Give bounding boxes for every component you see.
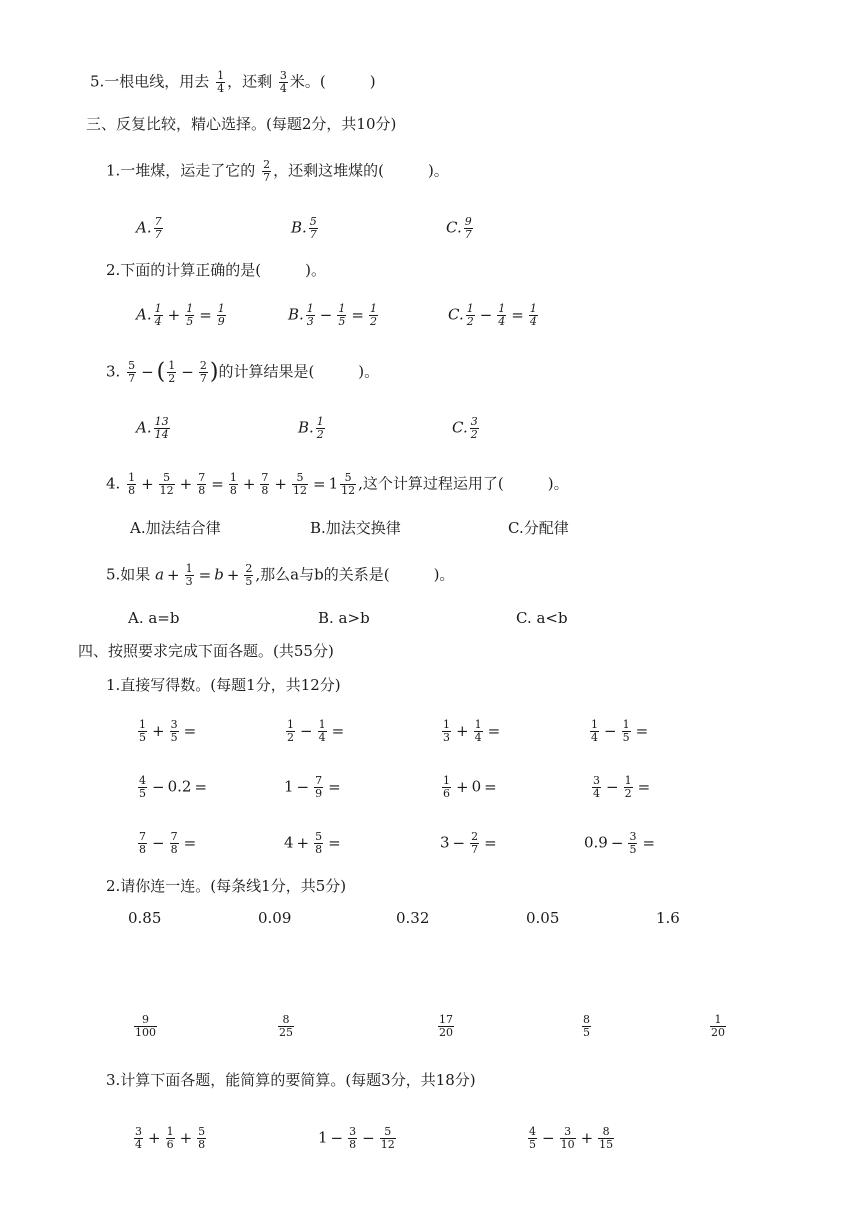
question-number: 3. (106, 362, 121, 381)
option-a[interactable]: A. a=b (128, 609, 180, 627)
judge-question-5 (90, 70, 376, 95)
match-bottom-item[interactable]: $\frac{17}{20}$ (439, 1013, 453, 1039)
oral-calc-item[interactable]: 0.9 − $\frac{3}{5}$ = (584, 830, 656, 856)
question-text: )。 (547, 474, 569, 493)
subsection-3-title: 3.计算下面各题，能简算的要简算。(每题3分，共18分) (106, 1071, 476, 1089)
question-text: )。 (433, 565, 455, 584)
match-bottom-item[interactable]: $\frac{8}{5}$ (583, 1013, 590, 1039)
choice-question-2 (106, 260, 326, 280)
option-a[interactable]: A. $\frac{1}{4}$ + $\frac{1}{5}$ = $\frac{1}{9}$ (136, 302, 225, 328)
oral-calc-item[interactable]: $\frac{3}{4}$ − $\frac{1}{2}$ = (593, 774, 651, 800)
question-text: 5.一根电线，用去 (90, 72, 210, 91)
fraction: $\frac{1}{4}$ (217, 69, 225, 95)
calc-expression[interactable]: $\frac{4}{5}$ − $\frac{3}{10}$ + $\frac{8}{15}$ (529, 1125, 614, 1151)
match-top-item[interactable]: 0.85 (128, 909, 162, 927)
match-bottom-item[interactable]: $\frac{1}{20}$ (711, 1013, 725, 1039)
question-number: 4. (106, 474, 121, 493)
option-c[interactable]: C. $\frac{9}{7}$ (446, 215, 472, 241)
fraction: $\frac{5}{7}$ (128, 359, 136, 385)
question-text: )。 (305, 261, 327, 279)
fraction: $\frac{3}{4}$ (279, 69, 287, 95)
question-text: 的计算结果是( (218, 362, 315, 381)
option-b[interactable]: B. $\frac{1}{2}$ (298, 415, 324, 441)
choice-question-4: 4. $\frac{1}{8}$ + $\frac{5}{12}$ + $\frac{7}{8}$ = $\frac{1}{8}$ + $\frac{7}{8}$ + $\frac{5}{12}$ = 1 $\frac{5}{12}$ ,这个计算过程运用了( )。 (106, 471, 569, 497)
fraction: $\frac{2}{7}$ (263, 158, 271, 184)
question-text: 5.如果 (106, 565, 151, 584)
option-c[interactable]: C. a<b (516, 609, 568, 627)
option-a[interactable]: A. $\frac{7}{7}$ (136, 215, 162, 241)
question-text: ,这个计算过程运用了( (358, 474, 504, 493)
section-4-title: 四、按照要求完成下面各题。(共55分) (78, 642, 334, 660)
match-bottom-item[interactable]: $\frac{8}{25}$ (279, 1013, 293, 1039)
option-c[interactable]: C. $\frac{3}{2}$ (452, 415, 478, 441)
match-top-item[interactable]: 0.32 (396, 909, 430, 927)
match-top-item[interactable]: 0.09 (258, 909, 292, 927)
question-text: ) (369, 72, 376, 91)
match-bottom-item[interactable]: $\frac{9}{100}$ (135, 1013, 156, 1039)
calc-expression[interactable]: 1 − $\frac{3}{8}$ − $\frac{5}{12}$ (318, 1125, 395, 1151)
oral-calc-item[interactable]: 1 − $\frac{7}{9}$ = (284, 774, 341, 800)
question-text: )。 (427, 161, 449, 180)
option-b[interactable]: B.加法交换律 (310, 519, 401, 537)
option-b[interactable]: B. $\frac{1}{3}$ − $\frac{1}{5}$ = $\frac{1}{2}$ (288, 302, 377, 328)
choice-question-5: 5.如果 a + $\frac{1}{3}$ = b + $\frac{2}{5}$ ,那么a与b的关系是( )。 (106, 562, 455, 588)
question-text: ，还剩这堆煤的( (273, 161, 384, 180)
oral-calc-item[interactable]: 4 + $\frac{5}{8}$ = (284, 830, 341, 856)
option-c[interactable]: C. $\frac{1}{2}$ − $\frac{1}{4}$ = $\frac{1}{4}$ (448, 302, 537, 328)
oral-calc-item[interactable]: $\frac{1}{3}$ + $\frac{1}{4}$ = (443, 718, 501, 744)
choice-question-1 (106, 159, 449, 184)
oral-calc-item[interactable]: $\frac{1}{5}$ + $\frac{3}{5}$ = (139, 718, 197, 744)
section-3-title: 三、反复比较，精心选择。(每题2分，共10分) (86, 115, 397, 133)
option-b[interactable]: B. $\frac{5}{7}$ (291, 215, 317, 241)
question-text: 1.一堆煤，运走了它的 (106, 161, 256, 180)
oral-calc-item[interactable]: $\frac{4}{5}$ − 0.2 = (139, 774, 208, 800)
subsection-1-title: 1.直接写得数。(每题1分，共12分) (106, 676, 341, 694)
oral-calc-item[interactable]: $\frac{1}{6}$ + 0 = (443, 774, 497, 800)
option-a[interactable]: A. $\frac{13}{14}$ (136, 415, 169, 441)
question-text: 2.下面的计算正确的是( (106, 261, 262, 279)
oral-calc-item[interactable]: $\frac{1}{2}$ − $\frac{1}{4}$ = (287, 718, 345, 744)
option-a[interactable]: A.加法结合律 (130, 519, 221, 537)
match-top-item[interactable]: 1.6 (656, 909, 680, 927)
oral-calc-item[interactable]: $\frac{7}{8}$ − $\frac{7}{8}$ = (139, 830, 197, 856)
subsection-2-title: 2.请你连一连。(每条线1分，共5分) (106, 877, 347, 895)
option-c[interactable]: C.分配律 (508, 519, 569, 537)
choice-question-3: 3. $\frac{5}{7}$ − ( $\frac{1}{2}$ − $\frac{2}{7}$ )的计算结果是( )。 (106, 359, 380, 385)
question-text: )。 (358, 362, 380, 381)
question-text: ，还剩 (227, 72, 273, 91)
calc-expression[interactable]: $\frac{3}{4}$ + $\frac{1}{6}$ + $\frac{5}{8}$ (135, 1125, 206, 1151)
match-top-item[interactable]: 0.05 (526, 909, 560, 927)
option-b[interactable]: B. a>b (318, 609, 370, 627)
question-text: ,那么a与b的关系是( (255, 565, 390, 584)
oral-calc-item[interactable]: 3 − $\frac{2}{7}$ = (440, 830, 497, 856)
oral-calc-item[interactable]: $\frac{1}{4}$ − $\frac{1}{5}$ = (591, 718, 649, 744)
question-text: 米。( (289, 72, 326, 91)
